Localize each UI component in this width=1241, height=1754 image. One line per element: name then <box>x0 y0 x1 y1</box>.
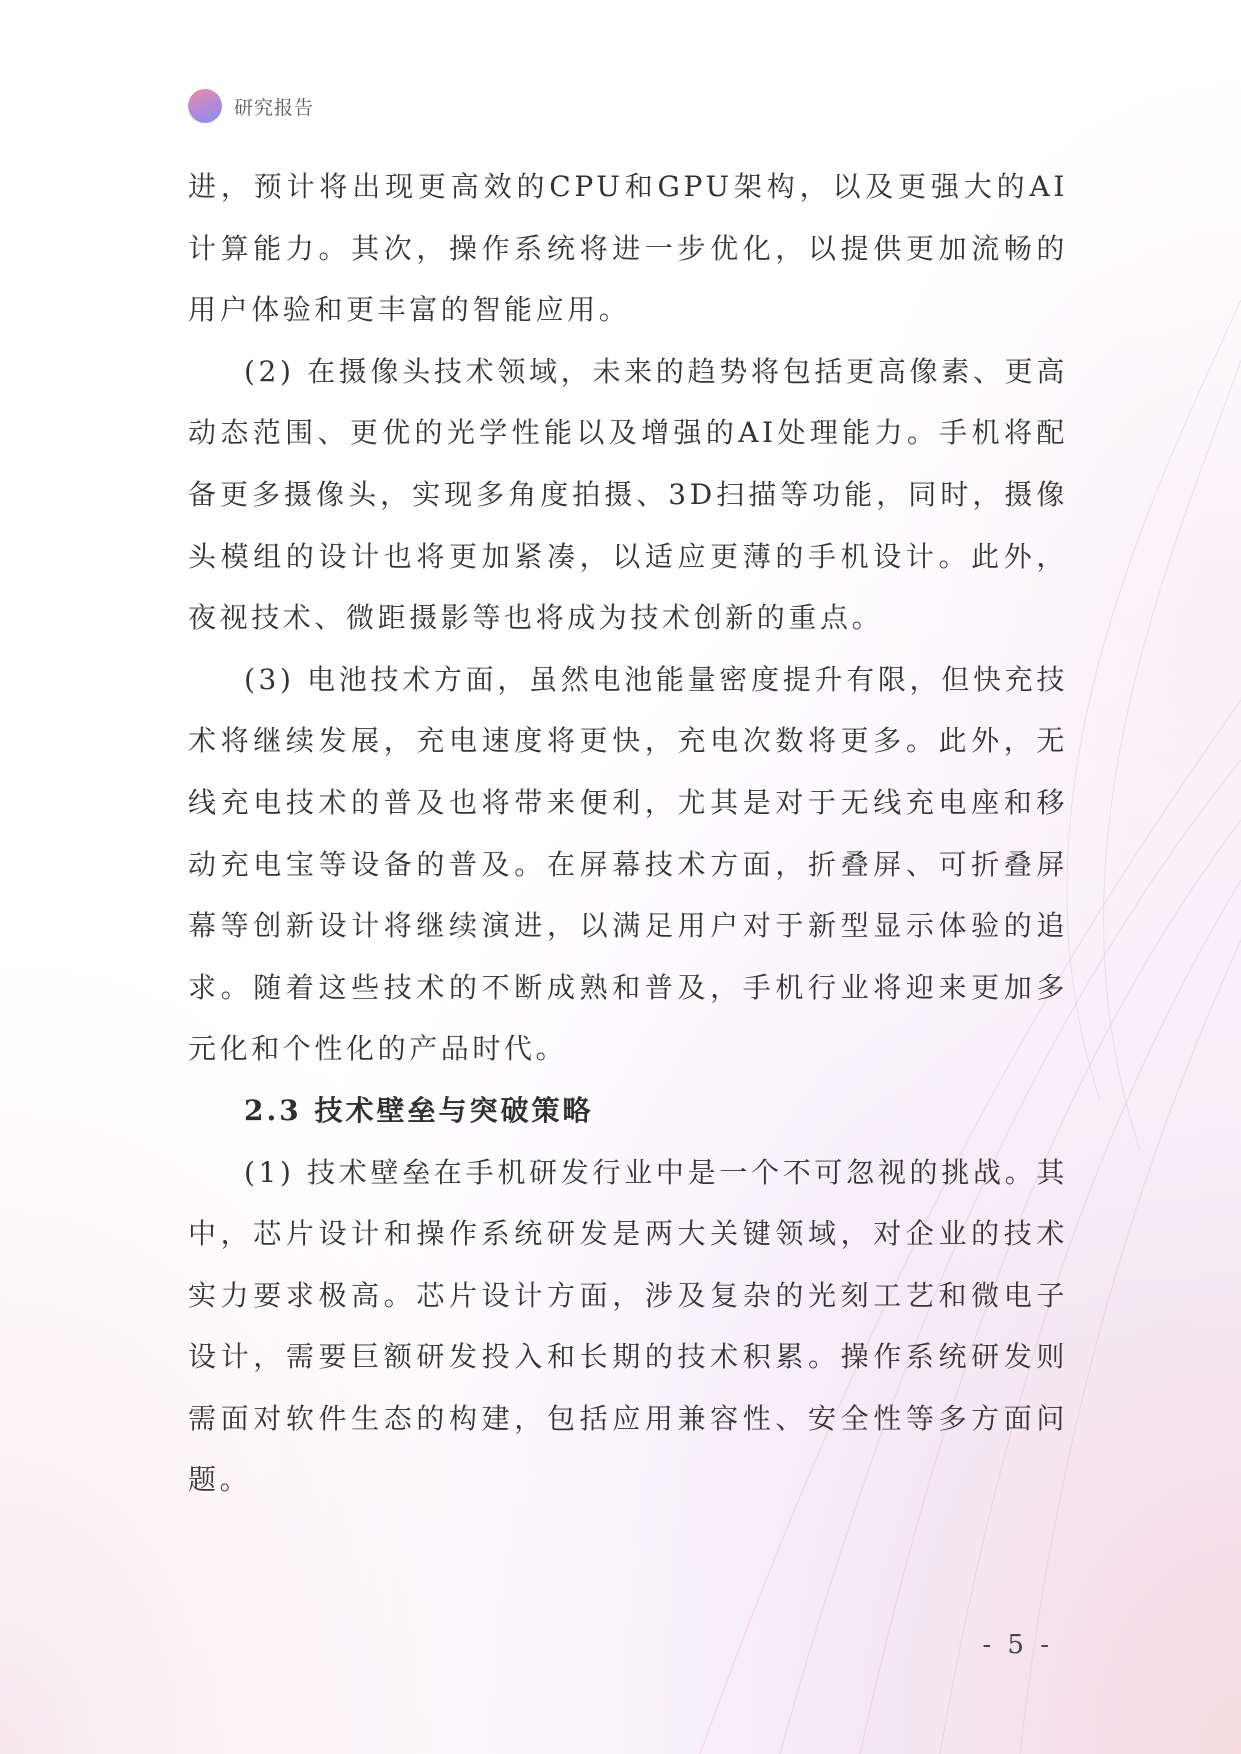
paragraph-camera-tech: (2) 在摄像头技术领域，未来的趋势将包括更高像素、更高动态范围、更优的光学性能以及增强的AI处理能力。手机将配备更多摄像头，实现多角度拍摄、3D扫描等功能，同时，摄像头模组的设计也将更加紧凑，以适应更薄的手机设计。此外，夜视技术、微距摄影等也将成为技术创新的重点。 <box>188 354 1068 635</box>
logo-circle-icon <box>188 89 222 123</box>
paragraph-battery-tech: (3) 电池技术方面，虽然电池能量密度提升有限，但快充技术将继续发展，充电速度将更快，充电次数将更多。此外，无线充电技术的普及也将带来便利，尤其是对于无线充电座和移动充电宝等设备的普及。在屏幕技术方面，折叠屏、可折叠屏幕等创新设计将继续演进，以满足用户对于新型显示体验的追求。随着这些技术的不断成熟和普及，手机行业将迎来更加多元化和个性化的产品时代。 <box>188 662 1068 1066</box>
page-number: - 5 - <box>982 1630 1053 1660</box>
section-heading: 2.3 技术壁垒与突破策略 <box>244 1093 594 1127</box>
report-header <box>188 89 314 123</box>
paragraph-continuation: 进，预计将出现更高效的CPU和GPU架构，以及更强大的AI计算能力。其次，操作系统将进一步优化，以提供更加流畅的用户体验和更丰富的智能应用。 <box>188 170 1068 327</box>
paragraph-tech-barriers: (1) 技术壁垒在手机研发行业中是一个不可忽视的挑战。其中，芯片设计和操作系统研发是两大关键领域，对企业的技术实力要求极高。芯片设计方面，涉及复杂的光刻工艺和微电子设计，需要巨额研发投入和长期的技术积累。操作系统研发则需面对软件生态的构建，包括应用兼容性、安全性等多方面问题。 <box>188 1155 1068 1497</box>
header-title: 研究报告 <box>234 96 315 119</box>
document-body <box>188 156 1068 1511</box>
